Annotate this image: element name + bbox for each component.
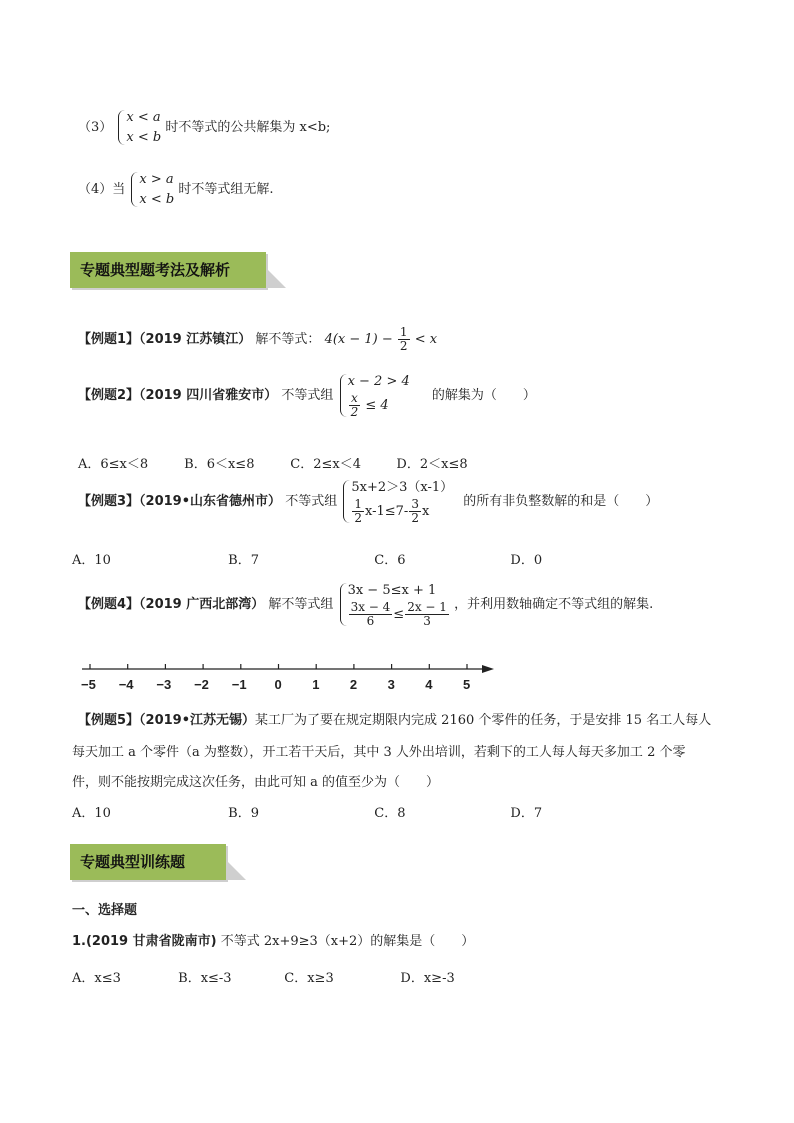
example-4-text: 解不等式组	[268, 596, 334, 612]
fraction-denominator: 3	[423, 613, 431, 628]
example-4	[78, 581, 653, 628]
item-4	[78, 170, 274, 209]
number-line-label: −3	[156, 677, 172, 692]
fraction-numerator: 3x − 4	[350, 599, 391, 614]
example-1-expr-right: < x	[414, 332, 438, 348]
example-3-system	[341, 478, 453, 525]
number-line	[78, 660, 498, 680]
item-3-system	[116, 108, 161, 147]
number-line-label: −1	[231, 677, 247, 692]
question-1	[72, 930, 474, 949]
option-d: D．7	[510, 806, 543, 821]
section-banner-examples: 专题典型题考法及解析	[70, 252, 266, 288]
example-4-ineq-1: 3x − 5≤x + 1	[347, 583, 437, 598]
fraction-numerator: 3	[411, 496, 419, 511]
example-4-tag: 【例题4】	[78, 596, 140, 612]
example-1-tag: 【例题1】	[78, 332, 140, 348]
item-4-text: 时不等式组无解.	[178, 182, 274, 197]
fraction-denominator: 2	[411, 510, 419, 525]
example-3-ineq-1: 5x+2＞3（x-1）	[351, 480, 454, 495]
example-5-tag: 【例题5】	[78, 713, 140, 728]
example-5-line-3: 件，则不能按期完成这次任务，由此可知 a 的值至少为（ ）	[72, 775, 440, 790]
item-3-ineq-1: x < a	[126, 110, 161, 125]
example-5-line-2: 每天加工 a 个零件（a 为整数），开工若干天后，其中 3 人外出培训，若剩下的工人每人每天多加工 2 个零	[72, 745, 686, 760]
item-3-number: （3）	[78, 120, 113, 135]
number-line-label: 3	[387, 677, 395, 692]
option-c: C．2≤x＜4	[290, 457, 361, 472]
fraction-denominator: 2	[350, 404, 359, 419]
fraction-numerator: 1	[399, 325, 408, 339]
option-a: A．10	[72, 553, 111, 568]
example-5-options	[72, 802, 542, 821]
option-c: C．x≥3	[284, 971, 334, 986]
example-4-system	[338, 581, 450, 628]
item-3-text: 时不等式的公共解集为 x<b;	[165, 120, 331, 135]
item-4-system	[129, 170, 174, 209]
option-d: D．x≥-3	[400, 971, 455, 986]
item-4-ineq-1: x > a	[139, 172, 174, 187]
option-a: A．x≤3	[72, 971, 121, 986]
number-line-label: 2	[349, 677, 358, 692]
example-1-fraction	[398, 326, 410, 353]
number-line-label: 0	[274, 677, 282, 692]
option-b: B．x≤-3	[178, 971, 232, 986]
number-line-label: 5	[463, 677, 471, 692]
item-3-ineq-2: x < b	[126, 129, 162, 145]
example-3-ineq-2	[351, 498, 453, 525]
example-4-ineq-2	[348, 601, 450, 628]
fraction-denominator: 2	[399, 339, 408, 354]
example-3-text: 不等式组	[285, 493, 338, 509]
example-4-after: ，并利用数轴确定不等式组的解集.	[454, 596, 654, 612]
section-heading-choice: 一、选择题	[72, 903, 138, 918]
example-3-tag: 【例题3】	[78, 493, 140, 509]
example-1	[78, 326, 437, 353]
example-3-after: 的所有非负整数解的和是（ ）	[463, 493, 659, 509]
fraction-denominator: 6	[366, 613, 375, 628]
item-3	[78, 108, 330, 147]
fraction-numerator: x	[350, 390, 358, 405]
example-3	[78, 478, 658, 525]
option-c: C．6	[374, 553, 406, 568]
example-2-options	[78, 453, 468, 472]
number-line-label: −4	[118, 677, 134, 692]
example-2-text: 不等式组	[281, 387, 334, 403]
example-2	[78, 372, 536, 419]
example-5-line-1	[78, 709, 711, 728]
example-2-system	[338, 372, 410, 419]
fraction-numerator: 2x − 1	[407, 599, 447, 614]
example-1-text: 解不等式：	[255, 332, 321, 348]
option-d: D．2＜x≤8	[396, 457, 468, 472]
example-5-text-1: 某工厂为了要在规定期限内完成 2160 个零件的任务，于是安排 15 名工人每人	[255, 713, 712, 728]
question-1-options	[72, 967, 455, 986]
example-2-ineq-2-right: ≤ 4	[365, 397, 389, 413]
number-line-label: 4	[425, 677, 433, 692]
item-4-number: （4）当	[78, 182, 126, 197]
section-banner-training: 专题典型训练题	[70, 844, 226, 880]
number-line-label: −2	[194, 677, 209, 692]
number-line-arrow	[482, 665, 494, 673]
example-3-options	[72, 549, 542, 568]
example-2-source: （2019 四川省雅安市）	[139, 387, 278, 403]
example-3-ineq-2-mid: x-1≤7-	[364, 503, 409, 519]
fraction-denominator: 2	[354, 510, 362, 525]
option-c: C．8	[374, 806, 406, 821]
example-4-source: （2019 广西北部湾）	[139, 596, 265, 612]
question-1-source: (2019 甘肃省陇南市)	[85, 934, 217, 949]
example-1-expr-left: 4(x − 1) −	[324, 332, 393, 348]
question-1-text: 不等式 2x+9≥3（x+2）的解集是（ ）	[220, 934, 475, 949]
example-2-ineq-2	[348, 392, 410, 419]
option-b: B．7	[228, 553, 259, 568]
question-1-number: 1.	[72, 934, 86, 949]
example-3-ineq-2-end: x	[421, 503, 430, 519]
example-2-ineq-1: x − 2 > 4	[347, 374, 410, 389]
option-a: A．6≤x＜8	[78, 457, 149, 472]
example-2-tag: 【例题2】	[78, 387, 140, 403]
option-a: A．10	[72, 806, 111, 821]
option-b: B．6＜x≤8	[184, 457, 255, 472]
example-4-ineq-2-mid: ≤	[393, 606, 405, 622]
fraction-numerator: 1	[354, 496, 362, 511]
example-2-after: 的解集为（ ）	[431, 387, 536, 403]
option-b: B．9	[228, 806, 259, 821]
example-5-source: （2019•江苏无锡）	[139, 713, 256, 728]
option-d: D．0	[510, 553, 543, 568]
item-4-ineq-2: x < b	[139, 191, 175, 207]
example-3-source: （2019•山东省德州市）	[139, 493, 282, 509]
number-line-ticks	[90, 664, 467, 669]
number-line-label: −5	[81, 677, 96, 692]
example-1-source: （2019 江苏镇江）	[139, 332, 252, 348]
number-line-label: 1	[312, 677, 320, 692]
